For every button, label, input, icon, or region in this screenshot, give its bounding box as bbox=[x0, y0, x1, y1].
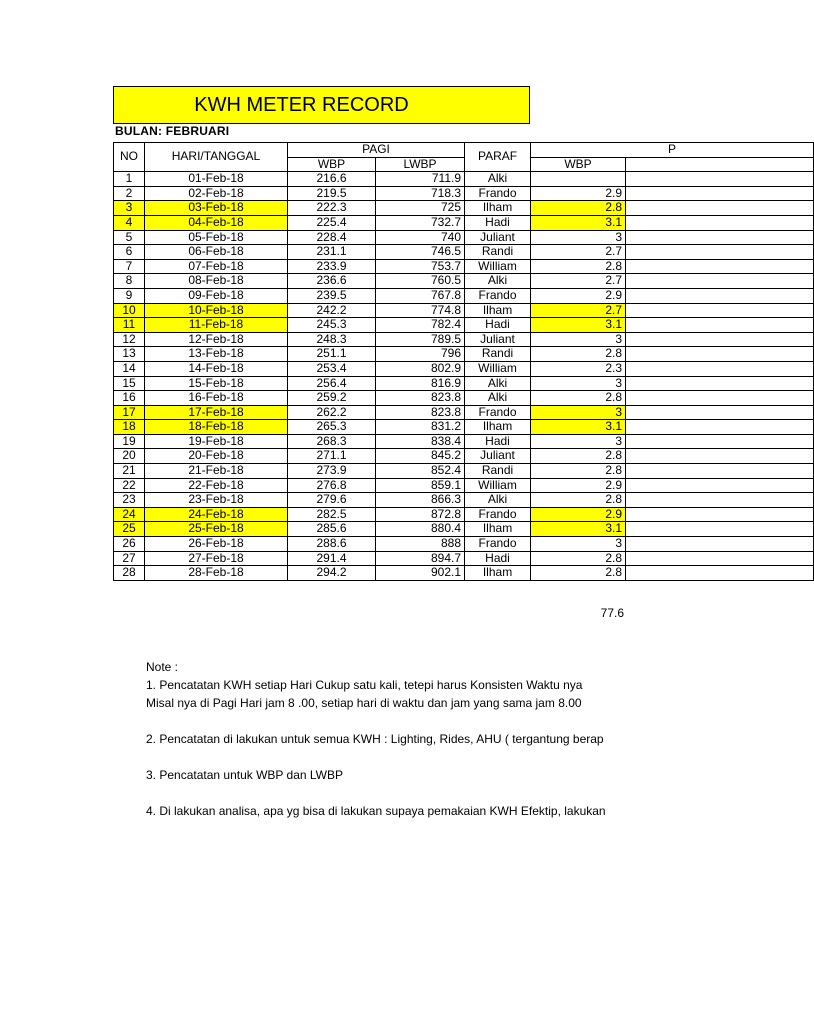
row-wbp: 259.2 bbox=[288, 391, 376, 406]
row-blank bbox=[626, 318, 814, 333]
row-date: 27-Feb-18 bbox=[145, 551, 288, 566]
note-line bbox=[146, 712, 636, 730]
row-wbp: 262.2 bbox=[288, 405, 376, 420]
table-row bbox=[114, 347, 814, 362]
row-no: 1 bbox=[114, 172, 145, 187]
row-blank bbox=[626, 245, 814, 260]
header-no: NO bbox=[114, 143, 145, 172]
row-lwbp: 902.1 bbox=[376, 566, 465, 581]
row-paraf: Frando bbox=[465, 288, 531, 303]
row-lwbp: 894.7 bbox=[376, 551, 465, 566]
row-no: 28 bbox=[114, 566, 145, 581]
row-no: 15 bbox=[114, 376, 145, 391]
row-paraf: Alki bbox=[465, 274, 531, 289]
table-row bbox=[114, 493, 814, 508]
table-row bbox=[114, 361, 814, 376]
header-paraf: PARAF bbox=[465, 143, 531, 172]
row-date: 09-Feb-18 bbox=[145, 288, 288, 303]
row-paraf: Juliant bbox=[465, 332, 531, 347]
row-second-wbp: 2.8 bbox=[531, 493, 626, 508]
row-lwbp: 789.5 bbox=[376, 332, 465, 347]
row-lwbp: 823.8 bbox=[376, 391, 465, 406]
note-line bbox=[146, 784, 636, 802]
row-paraf: Ilham bbox=[465, 201, 531, 216]
row-wbp: 253.4 bbox=[288, 361, 376, 376]
table-row bbox=[114, 376, 814, 391]
row-date: 21-Feb-18 bbox=[145, 464, 288, 479]
row-blank bbox=[626, 537, 814, 552]
row-wbp: 288.6 bbox=[288, 537, 376, 552]
table-row bbox=[114, 215, 814, 230]
header-second-wbp: WBP bbox=[531, 157, 626, 172]
row-second-wbp: 2.8 bbox=[531, 464, 626, 479]
row-lwbp: 802.9 bbox=[376, 361, 465, 376]
row-second-wbp: 2.9 bbox=[531, 288, 626, 303]
header-second-group: P bbox=[531, 143, 814, 158]
row-second-wbp: 2.8 bbox=[531, 259, 626, 274]
row-date: 12-Feb-18 bbox=[145, 332, 288, 347]
row-date: 10-Feb-18 bbox=[145, 303, 288, 318]
row-lwbp: 796 bbox=[376, 347, 465, 362]
row-blank bbox=[626, 288, 814, 303]
table-row bbox=[114, 318, 814, 333]
row-second-wbp: 2.8 bbox=[531, 201, 626, 216]
row-lwbp: 740 bbox=[376, 230, 465, 245]
row-no: 12 bbox=[114, 332, 145, 347]
note-line: 4. Di lakukan analisa, apa yg bisa di lakukan supaya pemakaian KWH Efektip, lakukan bbox=[146, 804, 606, 818]
row-lwbp: 852.4 bbox=[376, 464, 465, 479]
row-date: 25-Feb-18 bbox=[145, 522, 288, 537]
row-wbp: 285.6 bbox=[288, 522, 376, 537]
row-date: 17-Feb-18 bbox=[145, 405, 288, 420]
row-wbp: 256.4 bbox=[288, 376, 376, 391]
row-paraf: Ilham bbox=[465, 566, 531, 581]
row-second-wbp: 2.8 bbox=[531, 347, 626, 362]
row-no: 3 bbox=[114, 201, 145, 216]
row-second-wbp: 3.1 bbox=[531, 215, 626, 230]
table-row bbox=[114, 478, 814, 493]
table-row bbox=[114, 391, 814, 406]
row-date: 02-Feb-18 bbox=[145, 186, 288, 201]
row-date: 05-Feb-18 bbox=[145, 230, 288, 245]
row-paraf: William bbox=[465, 361, 531, 376]
row-wbp: 248.3 bbox=[288, 332, 376, 347]
row-lwbp: 767.8 bbox=[376, 288, 465, 303]
row-second-wbp: 3.1 bbox=[531, 522, 626, 537]
row-paraf: Juliant bbox=[465, 230, 531, 245]
row-wbp: 236.6 bbox=[288, 274, 376, 289]
page-title: KWH METER RECORD bbox=[194, 93, 409, 116]
row-date: 22-Feb-18 bbox=[145, 478, 288, 493]
row-lwbp: 760.5 bbox=[376, 274, 465, 289]
row-lwbp: 888 bbox=[376, 537, 465, 552]
row-no: 8 bbox=[114, 274, 145, 289]
note-line: Misal nya di Pagi Hari jam 8 .00, setiap hari di waktu dan jam yang sama jam 8.00 bbox=[146, 696, 582, 710]
table-row bbox=[114, 566, 814, 581]
row-no: 9 bbox=[114, 288, 145, 303]
note-line bbox=[146, 748, 636, 766]
row-blank bbox=[626, 420, 814, 435]
row-lwbp: 774.8 bbox=[376, 303, 465, 318]
row-blank bbox=[626, 230, 814, 245]
row-wbp: 268.3 bbox=[288, 434, 376, 449]
row-paraf: Hadi bbox=[465, 215, 531, 230]
row-wbp: 228.4 bbox=[288, 230, 376, 245]
row-second-wbp: 2.9 bbox=[531, 186, 626, 201]
row-blank bbox=[626, 347, 814, 362]
row-paraf: William bbox=[465, 478, 531, 493]
table-row bbox=[114, 230, 814, 245]
row-no: 26 bbox=[114, 537, 145, 552]
table-row bbox=[114, 172, 814, 187]
row-wbp: 231.1 bbox=[288, 245, 376, 260]
title-box bbox=[113, 86, 530, 124]
row-date: 14-Feb-18 bbox=[145, 361, 288, 376]
table-row bbox=[114, 522, 814, 537]
row-no: 19 bbox=[114, 434, 145, 449]
row-lwbp: 816.9 bbox=[376, 376, 465, 391]
row-second-wbp: 2.7 bbox=[531, 245, 626, 260]
row-no: 21 bbox=[114, 464, 145, 479]
row-lwbp: 746.5 bbox=[376, 245, 465, 260]
row-date: 20-Feb-18 bbox=[145, 449, 288, 464]
header-hari-tanggal: HARI/TANGGAL bbox=[145, 143, 288, 172]
row-lwbp: 872.8 bbox=[376, 507, 465, 522]
note-line: Note : bbox=[146, 660, 179, 674]
table-row bbox=[114, 274, 814, 289]
row-date: 16-Feb-18 bbox=[145, 391, 288, 406]
row-wbp: 273.9 bbox=[288, 464, 376, 479]
note-line: 1. Pencatatan KWH setiap Hari Cukup satu kali, tetepi harus Konsisten Waktu nya bbox=[146, 678, 583, 692]
row-no: 20 bbox=[114, 449, 145, 464]
table-row bbox=[114, 288, 814, 303]
row-paraf: Ilham bbox=[465, 522, 531, 537]
row-wbp: 216.6 bbox=[288, 172, 376, 187]
row-no: 23 bbox=[114, 493, 145, 508]
table-row bbox=[114, 434, 814, 449]
row-lwbp: 725 bbox=[376, 201, 465, 216]
table-row bbox=[114, 245, 814, 260]
row-date: 04-Feb-18 bbox=[145, 215, 288, 230]
row-second-wbp: 3 bbox=[531, 230, 626, 245]
row-lwbp: 838.4 bbox=[376, 434, 465, 449]
notes-section bbox=[146, 658, 636, 820]
row-no: 4 bbox=[114, 215, 145, 230]
row-date: 26-Feb-18 bbox=[145, 537, 288, 552]
row-second-wbp: 2.9 bbox=[531, 507, 626, 522]
row-lwbp: 782.4 bbox=[376, 318, 465, 333]
row-no: 25 bbox=[114, 522, 145, 537]
row-date: 06-Feb-18 bbox=[145, 245, 288, 260]
row-blank bbox=[626, 478, 814, 493]
row-wbp: 279.6 bbox=[288, 493, 376, 508]
row-lwbp: 866.3 bbox=[376, 493, 465, 508]
row-blank bbox=[626, 391, 814, 406]
row-wbp: 265.3 bbox=[288, 420, 376, 435]
row-date: 01-Feb-18 bbox=[145, 172, 288, 187]
table-row bbox=[114, 303, 814, 318]
row-second-wbp bbox=[531, 172, 626, 187]
row-date: 07-Feb-18 bbox=[145, 259, 288, 274]
row-paraf: Randi bbox=[465, 347, 531, 362]
table-row bbox=[114, 201, 814, 216]
row-date: 03-Feb-18 bbox=[145, 201, 288, 216]
row-second-wbp: 3 bbox=[531, 537, 626, 552]
row-blank bbox=[626, 274, 814, 289]
row-paraf: Juliant bbox=[465, 449, 531, 464]
row-second-wbp: 2.8 bbox=[531, 566, 626, 581]
row-wbp: 276.8 bbox=[288, 478, 376, 493]
row-wbp: 251.1 bbox=[288, 347, 376, 362]
row-second-wbp: 3 bbox=[531, 405, 626, 420]
row-second-wbp: 2.8 bbox=[531, 391, 626, 406]
row-second-wbp: 3.1 bbox=[531, 420, 626, 435]
table-row bbox=[114, 551, 814, 566]
row-lwbp: 732.7 bbox=[376, 215, 465, 230]
row-no: 13 bbox=[114, 347, 145, 362]
row-paraf: Frando bbox=[465, 405, 531, 420]
row-lwbp: 880.4 bbox=[376, 522, 465, 537]
row-paraf: William bbox=[465, 259, 531, 274]
row-paraf: Randi bbox=[465, 464, 531, 479]
row-no: 27 bbox=[114, 551, 145, 566]
row-second-wbp: 3 bbox=[531, 434, 626, 449]
row-wbp: 245.3 bbox=[288, 318, 376, 333]
row-lwbp: 711.9 bbox=[376, 172, 465, 187]
header-wbp: WBP bbox=[288, 157, 376, 172]
row-date: 28-Feb-18 bbox=[145, 566, 288, 581]
row-paraf: Randi bbox=[465, 245, 531, 260]
header-blank bbox=[626, 157, 814, 172]
row-paraf: Alki bbox=[465, 493, 531, 508]
row-date: 19-Feb-18 bbox=[145, 434, 288, 449]
table-row bbox=[114, 420, 814, 435]
table-body bbox=[114, 172, 814, 581]
row-wbp: 233.9 bbox=[288, 259, 376, 274]
row-second-wbp: 2.3 bbox=[531, 361, 626, 376]
row-no: 24 bbox=[114, 507, 145, 522]
row-date: 13-Feb-18 bbox=[145, 347, 288, 362]
row-blank bbox=[626, 551, 814, 566]
row-blank bbox=[626, 507, 814, 522]
row-date: 08-Feb-18 bbox=[145, 274, 288, 289]
row-lwbp: 831.2 bbox=[376, 420, 465, 435]
row-lwbp: 718.3 bbox=[376, 186, 465, 201]
row-second-wbp: 2.7 bbox=[531, 303, 626, 318]
row-blank bbox=[626, 434, 814, 449]
row-paraf: Alki bbox=[465, 391, 531, 406]
row-paraf: Frando bbox=[465, 507, 531, 522]
row-blank bbox=[626, 201, 814, 216]
row-paraf: Ilham bbox=[465, 420, 531, 435]
row-wbp: 271.1 bbox=[288, 449, 376, 464]
row-no: 7 bbox=[114, 259, 145, 274]
row-paraf: Hadi bbox=[465, 318, 531, 333]
table-row bbox=[114, 259, 814, 274]
row-blank bbox=[626, 361, 814, 376]
row-no: 17 bbox=[114, 405, 145, 420]
row-no: 2 bbox=[114, 186, 145, 201]
row-date: 23-Feb-18 bbox=[145, 493, 288, 508]
table-row bbox=[114, 464, 814, 479]
row-paraf: Alki bbox=[465, 172, 531, 187]
row-paraf: Hadi bbox=[465, 551, 531, 566]
row-blank bbox=[626, 493, 814, 508]
kwh-table-viewport bbox=[113, 142, 677, 587]
note-line: 2. Pencatatan di lakukan untuk semua KWH : Lighting, Rides, AHU ( tergantung berap bbox=[146, 732, 604, 746]
table-row bbox=[114, 186, 814, 201]
row-no: 5 bbox=[114, 230, 145, 245]
row-lwbp: 823.8 bbox=[376, 405, 465, 420]
row-lwbp: 845.2 bbox=[376, 449, 465, 464]
row-second-wbp: 2.8 bbox=[531, 449, 626, 464]
row-paraf: Hadi bbox=[465, 434, 531, 449]
row-wbp: 282.5 bbox=[288, 507, 376, 522]
row-blank bbox=[626, 405, 814, 420]
row-second-wbp: 3.1 bbox=[531, 318, 626, 333]
row-lwbp: 859.1 bbox=[376, 478, 465, 493]
row-no: 11 bbox=[114, 318, 145, 333]
table-row bbox=[114, 449, 814, 464]
row-second-wbp: 3 bbox=[531, 332, 626, 347]
row-lwbp: 753.7 bbox=[376, 259, 465, 274]
row-second-wbp: 2.8 bbox=[531, 551, 626, 566]
row-wbp: 225.4 bbox=[288, 215, 376, 230]
row-no: 16 bbox=[114, 391, 145, 406]
row-blank bbox=[626, 186, 814, 201]
row-blank bbox=[626, 376, 814, 391]
row-date: 15-Feb-18 bbox=[145, 376, 288, 391]
row-paraf: Alki bbox=[465, 376, 531, 391]
month-label: BULAN: FEBRUARI bbox=[115, 124, 230, 138]
row-wbp: 222.3 bbox=[288, 201, 376, 216]
total-value: 77.6 bbox=[600, 606, 624, 620]
header-pagi: PAGI bbox=[288, 143, 465, 158]
row-paraf: Ilham bbox=[465, 303, 531, 318]
row-wbp: 291.4 bbox=[288, 551, 376, 566]
row-no: 22 bbox=[114, 478, 145, 493]
row-second-wbp: 3 bbox=[531, 376, 626, 391]
row-blank bbox=[626, 464, 814, 479]
header-lwbp: LWBP bbox=[376, 157, 465, 172]
row-no: 14 bbox=[114, 361, 145, 376]
row-date: 24-Feb-18 bbox=[145, 507, 288, 522]
row-blank bbox=[626, 215, 814, 230]
row-blank bbox=[626, 332, 814, 347]
row-paraf: Frando bbox=[465, 186, 531, 201]
row-wbp: 239.5 bbox=[288, 288, 376, 303]
row-wbp: 294.2 bbox=[288, 566, 376, 581]
row-paraf: Frando bbox=[465, 537, 531, 552]
row-second-wbp: 2.9 bbox=[531, 478, 626, 493]
kwh-table bbox=[113, 142, 814, 581]
row-no: 18 bbox=[114, 420, 145, 435]
row-blank bbox=[626, 566, 814, 581]
row-date: 11-Feb-18 bbox=[145, 318, 288, 333]
row-second-wbp: 2.7 bbox=[531, 274, 626, 289]
row-blank bbox=[626, 303, 814, 318]
table-row bbox=[114, 332, 814, 347]
row-no: 6 bbox=[114, 245, 145, 260]
row-no: 10 bbox=[114, 303, 145, 318]
row-blank bbox=[626, 522, 814, 537]
row-wbp: 242.2 bbox=[288, 303, 376, 318]
table-row bbox=[114, 405, 814, 420]
row-blank bbox=[626, 449, 814, 464]
row-date: 18-Feb-18 bbox=[145, 420, 288, 435]
note-line: 3. Pencatatan untuk WBP dan LWBP bbox=[146, 768, 344, 782]
row-blank bbox=[626, 172, 814, 187]
table-row bbox=[114, 507, 814, 522]
row-blank bbox=[626, 259, 814, 274]
table-row bbox=[114, 537, 814, 552]
row-wbp: 219.5 bbox=[288, 186, 376, 201]
